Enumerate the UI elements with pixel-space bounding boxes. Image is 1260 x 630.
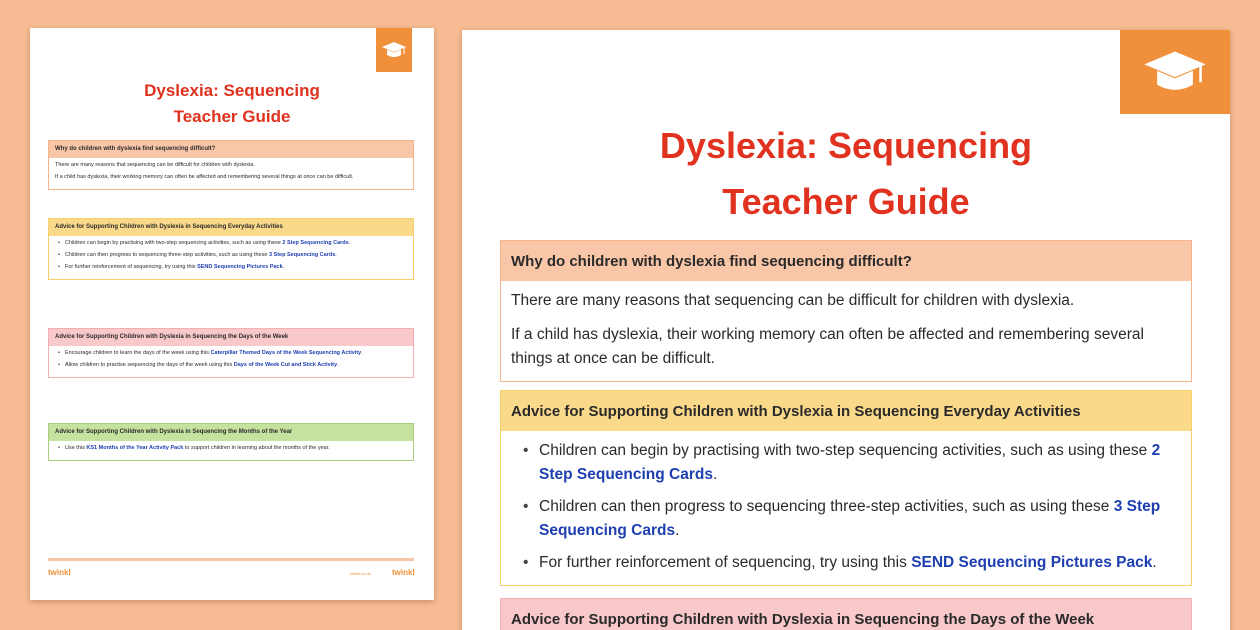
thumb-link[interactable]: 2 Step Sequencing Cards	[282, 240, 349, 246]
link-3-step-cards[interactable]: 3 Step Sequencing Cards	[539, 498, 1161, 539]
section-everyday-activities	[500, 390, 1192, 586]
thumb-paragraph: If a child has dyslexia, their working memory can often be affected and remembering several things at once can be difficult.	[55, 174, 354, 180]
thumb-title	[30, 78, 434, 130]
link-2-step-cards[interactable]: 2 Step Sequencing Cards	[539, 442, 1161, 483]
thumb-section-heading: Advice for Supporting Children with Dyslexia in Sequencing the Days of the Week	[49, 329, 413, 346]
page-title	[462, 118, 1230, 230]
graduation-cap-icon	[381, 41, 407, 59]
thumb-section-heading: Why do children with dyslexia find sequencing difficult?	[49, 141, 413, 158]
section-heading: Why do children with dyslexia find sequencing difficult?	[501, 241, 1191, 281]
section-body	[501, 431, 1191, 585]
main-page	[462, 30, 1230, 630]
link-send-pictures-pack[interactable]: SEND Sequencing Pictures Pack	[911, 554, 1153, 571]
thumb-section-everyday	[48, 218, 414, 280]
paragraph: There are many reasons that sequencing can be difficult for children with dyslexia.	[511, 292, 1075, 309]
thumb-title-line1: Dyslexia: Sequencing	[144, 81, 320, 100]
thumb-title-line2: Teacher Guide	[173, 107, 291, 126]
thumb-list-item: • Allow children to practise sequencing the days of the week using this Days of the Week Cut and Stick Activity.	[65, 361, 407, 370]
section-body	[501, 281, 1191, 381]
section-heading: Advice for Supporting Children with Dyslexia in Sequencing the Days of the Week	[501, 599, 1191, 630]
thumb-section-heading: Advice for Supporting Children with Dyslexia in Sequencing Everyday Activities	[49, 219, 413, 236]
thumb-section-body	[49, 441, 413, 460]
footer-url: twinkl.co.uk	[350, 571, 371, 576]
thumb-footer-line	[48, 558, 414, 561]
main-logo-box	[1120, 30, 1230, 114]
thumb-link[interactable]: 3 Step Sequencing Cards	[268, 252, 336, 258]
thumb-logo-box	[376, 28, 412, 72]
list-item: • Children can begin by practising with two-step sequencing activities, such as using these 2 Step Sequencing Cards.	[539, 439, 1181, 487]
thumbnail-page	[30, 28, 434, 600]
section-days-of-week	[500, 598, 1192, 630]
thumb-paragraph: There are many reasons that sequencing can be difficult for children with dyslexia.	[55, 162, 255, 168]
thumb-link[interactable]: Days of the Week Cut and Stick Activity	[233, 362, 338, 368]
thumb-link[interactable]: KS1 Months of the Year Activity Pack	[86, 445, 184, 451]
page-title-line1: Dyslexia: Sequencing	[659, 125, 1033, 166]
section-why-difficult	[500, 240, 1192, 382]
twinkl-logo: twinkl	[48, 568, 71, 577]
thumb-link[interactable]: Caterpillar Themed Days of the Week Sequencing Activity	[210, 350, 362, 356]
section-heading: Advice for Supporting Children with Dyslexia in Sequencing Everyday Activities	[501, 391, 1191, 431]
thumb-list-item: • Encourage children to learn the days of the week using this Caterpillar Themed Days of the Week Sequencing Activity.	[65, 349, 407, 358]
twinkl-logo: twinkl	[392, 568, 415, 577]
thumb-list-item: • Children can then progress to sequencing three-step activities, such as using these 3 Step Sequencing Cards.	[65, 251, 407, 260]
thumb-section-months	[48, 423, 414, 461]
list-item: • Children can then progress to sequencing three-step activities, such as using these 3 Step Sequencing Cards.	[539, 495, 1181, 543]
thumb-section-why	[48, 140, 414, 190]
graduation-cap-icon	[1141, 49, 1209, 95]
thumb-link[interactable]: SEND Sequencing Pictures Pack	[197, 264, 283, 270]
thumb-list-item: • For further reinforcement of sequencing, try using this SEND Sequencing Pictures Pack.	[65, 263, 407, 272]
thumb-section-body	[49, 346, 413, 377]
thumb-section-heading: Advice for Supporting Children with Dyslexia in Sequencing the Months of the Year	[49, 424, 413, 441]
thumb-section-body	[49, 158, 413, 189]
page-title-line2: Teacher Guide	[722, 181, 970, 222]
thumb-list-item: • Children can begin by practising with two-step sequencing activities, such as using these 2 Step Sequencing Cards.	[65, 239, 407, 248]
paragraph: If a child has dyslexia, their working memory can often be affected and remembering several things at once can be difficult.	[511, 326, 1144, 367]
list-item: • For further reinforcement of sequencing, try using this SEND Sequencing Pictures Pack.	[539, 551, 1181, 575]
thumb-section-days	[48, 328, 414, 378]
thumb-list-item: • Use this KS1 Months of the Year Activity Pack to support children in learning about the months of the year.	[65, 444, 407, 453]
thumb-section-body	[49, 236, 413, 279]
